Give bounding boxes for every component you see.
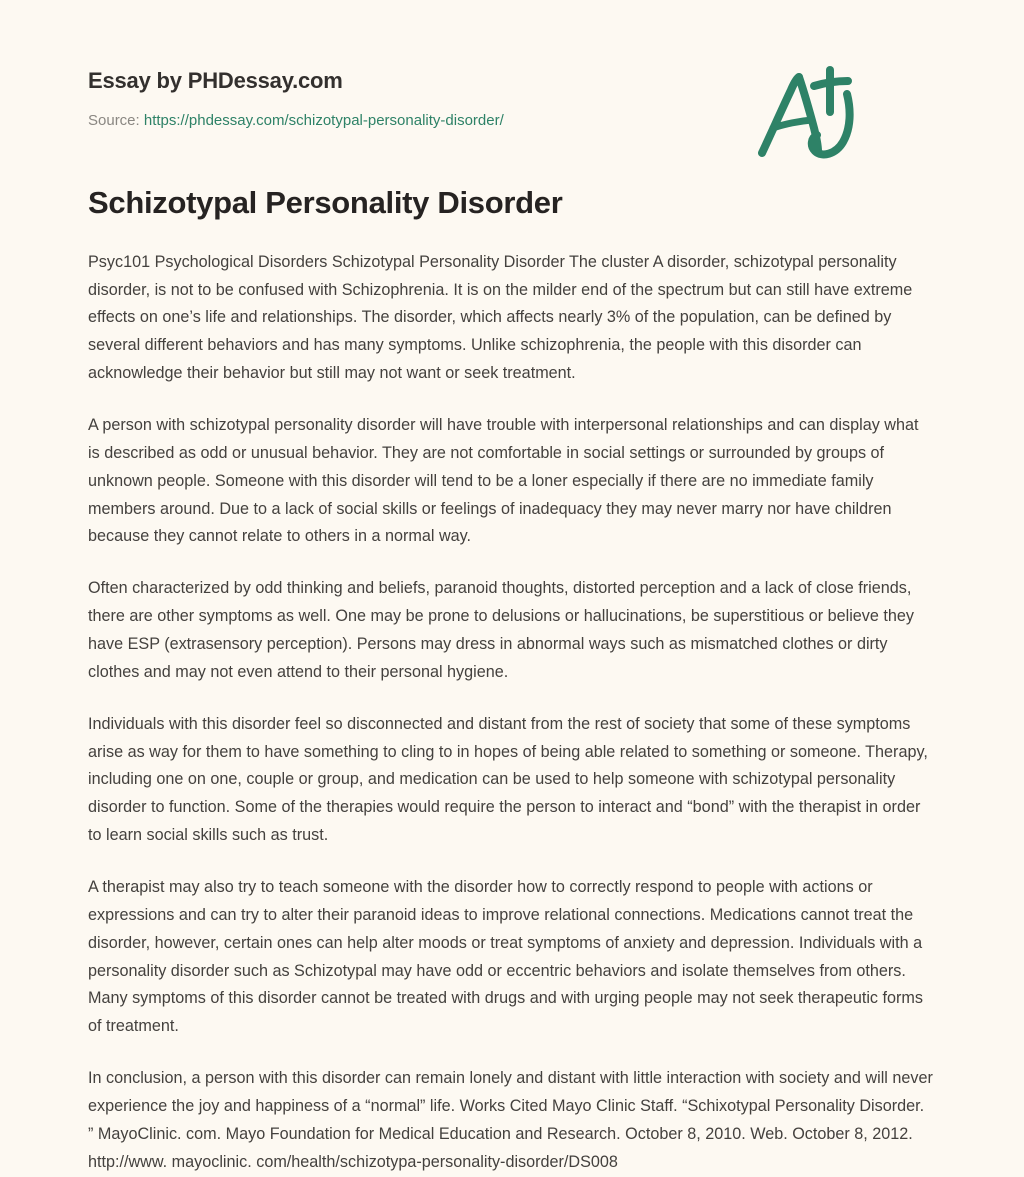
- source-label: Source:: [88, 112, 140, 130]
- essay-paragraph: Often characterized by odd thinking and beliefs, paranoid thoughts, distorted perception and a lack of close friends, there are other symptoms as well. One may be prone to delusions or hallucinations, be superstitious or believe they have ESP (extrasensory perception). Persons may dress in abnormal ways such as mismatched clothes or dirty clothes and may not even attend to their personal hygiene.: [88, 579, 914, 681]
- essay-body: [88, 223, 936, 1177]
- essay-paragraph: A therapist may also try to teach someone with the disorder how to correctly respond to people with actions or expressions and can try to alter their paranoid ideas to improve relational connections. Medications cannot treat the disorder, however, certain ones can help alter moods or treat symptoms of anxiety and depression. Individuals with a personality disorder such as Schizotypal may have odd or eccentric behaviors and isolate themselves from others. Many symptoms of this disorder cannot be treated with drugs and with urging people may not seek therapeutic forms of treatment.: [88, 877, 923, 1036]
- page-header: [88, 0, 936, 131]
- essay-paragraph: Psyc101 Psychological Disorders Schizotypal Personality Disorder The cluster A disorder, schizotypal personality disorder, is not to be confused with Schizophrenia. It is on the milder end of the spectrum but can still have extreme effects on one’s life and relationships. The disorder, which affects nearly 3% of the population, can be defined by several different behaviors and has many symptoms. Unlike schizophrenia, the people with this disorder can acknowledge their behavior but still may not want or seek treatment.: [88, 252, 913, 383]
- page-title: Schizotypal Personality Disorder: [88, 184, 563, 220]
- essay-paragraph: Individuals with this disorder feel so disconnected and distant from the rest of society that some of these symptoms arise as way for them to have something to cling to in hopes of being able related to something or someone. Therapy, including one on one, couple or group, and medication can be used to help someone with schizotypal personality disorder to function. Some of the therapies would require the person to interact and “bond” with the therapist in order to learn social skills such as trust.: [88, 714, 928, 845]
- a-plus-logo-icon: [748, 52, 868, 172]
- essay-paragraph: In conclusion, a person with this disorder can remain lonely and distant with little interaction with society and will never experience the joy and happiness of a “normal” life. Works Cited Mayo Clinic Staff. “Schixotypal Personality Disorder. ” MayoClinic. com. Mayo Foundation for Medical Education and Research. October 8, 2010. Web. October 8, 2012. http://www. mayoclinic. com/health/schizotypa-personality-disorder/DS008: [88, 1069, 933, 1171]
- source-url-link[interactable]: https://phdessay.com/schizotypal-personality-disorder/: [143, 112, 504, 130]
- essay-paragraph: A person with schizotypal personality disorder will have trouble with interpersonal relationships and can display what is described as odd or unusual behavior. They are not comfortable in social settings or surrounded by groups of unknown people. Someone with this disorder will tend to be a loner especially if there are no immediate family members around. Due to a lack of social skills or feelings of inadequacy they may never marry nor have children because they cannot relate to others in a normal way.: [88, 415, 919, 546]
- brand-title: Essay by PHDessay.com: [88, 68, 343, 93]
